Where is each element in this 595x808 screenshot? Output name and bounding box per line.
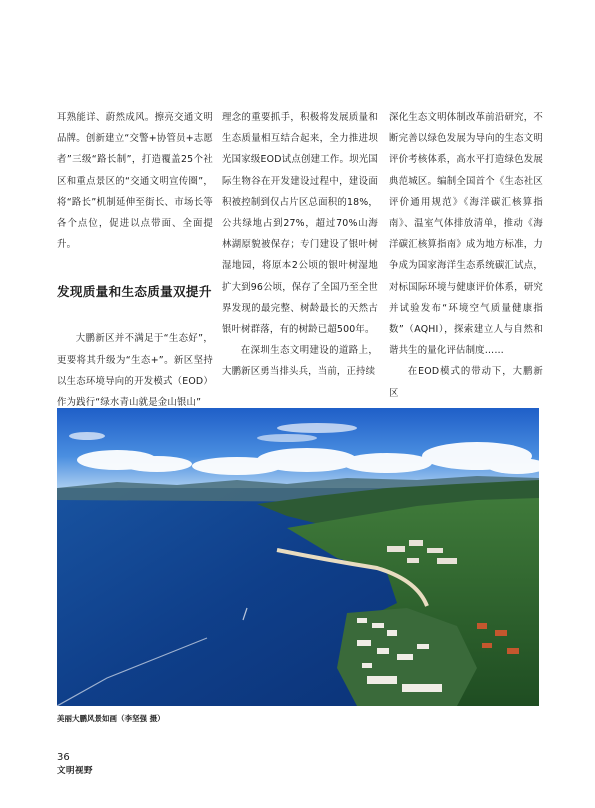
- paragraph: 大鹏新区并不满足于“生态好”，更要将其升级为“生态+”。新区坚持以生态环境导向的开发模式（EOD）作为践行“绿水青山就是金山银山”: [57, 333, 213, 409]
- magazine-name: 文明视野: [57, 766, 94, 776]
- text-column-1: [57, 107, 213, 413]
- page-number: 36: [57, 752, 70, 763]
- paragraph: 在深圳生态文明建设的道路上，大鹏新区勇当排头兵，当前，正持续: [222, 345, 378, 378]
- paragraph: 耳熟能详、蔚然成风。擦亮交通文明品牌。创新建立“交警+协管员+志愿者”三级“路长制”，打造覆盖25个社区和重点景区的“交通文明宣传圈”，将“路长”机制延伸至街长、市场长等各个点位，促进以点带面、全面提升。: [57, 112, 213, 251]
- paragraph: 深化生态文明体制改革前沿研究，不断完善以绿色发展为导向的生态文明评价考核体系，高水平打造绿色发展典范城区。编制全国首个《生态社区评价通用规范》《海洋碳汇核算指南》、温室气体排放清单，推动《海洋碳汇核算指南》成为地方标准，力争成为国家海洋生态系统碳汇试点，对标国际环境与健康评价体系，研究并试验发布“环境空气质量健康指数”（AQHI），探索建立人与自然和谐共生的量化评估制度……: [389, 112, 543, 357]
- text-column-3: [389, 107, 543, 404]
- paragraph: 理念的重要抓手，积极将发展质量和生态质量相互结合起来，全力推进坝光国家级EOD试点创建工作。坝光国际生物谷在开发建设过程中，建设面积被控制到仅占片区总面积的18%，公共绿地占到27%，超过70%山海林湖原貌被保存；专门建设了银叶树湿地园，将原本2公顷的银叶树湿地扩大到96公顷，保存了全国乃至全世界发现的最完整、树龄最长的天然古银叶树群落，有的树龄已超500年。: [222, 112, 378, 336]
- photo-caption: 美丽大鹏风景如画（李坚强 摄）: [57, 714, 165, 723]
- landscape-photo: [57, 408, 539, 706]
- paragraph: 在EOD模式的带动下，大鹏新区: [389, 366, 543, 399]
- section-heading: 发现质量和生态质量双提升: [57, 284, 212, 300]
- text-column-2: [222, 107, 378, 383]
